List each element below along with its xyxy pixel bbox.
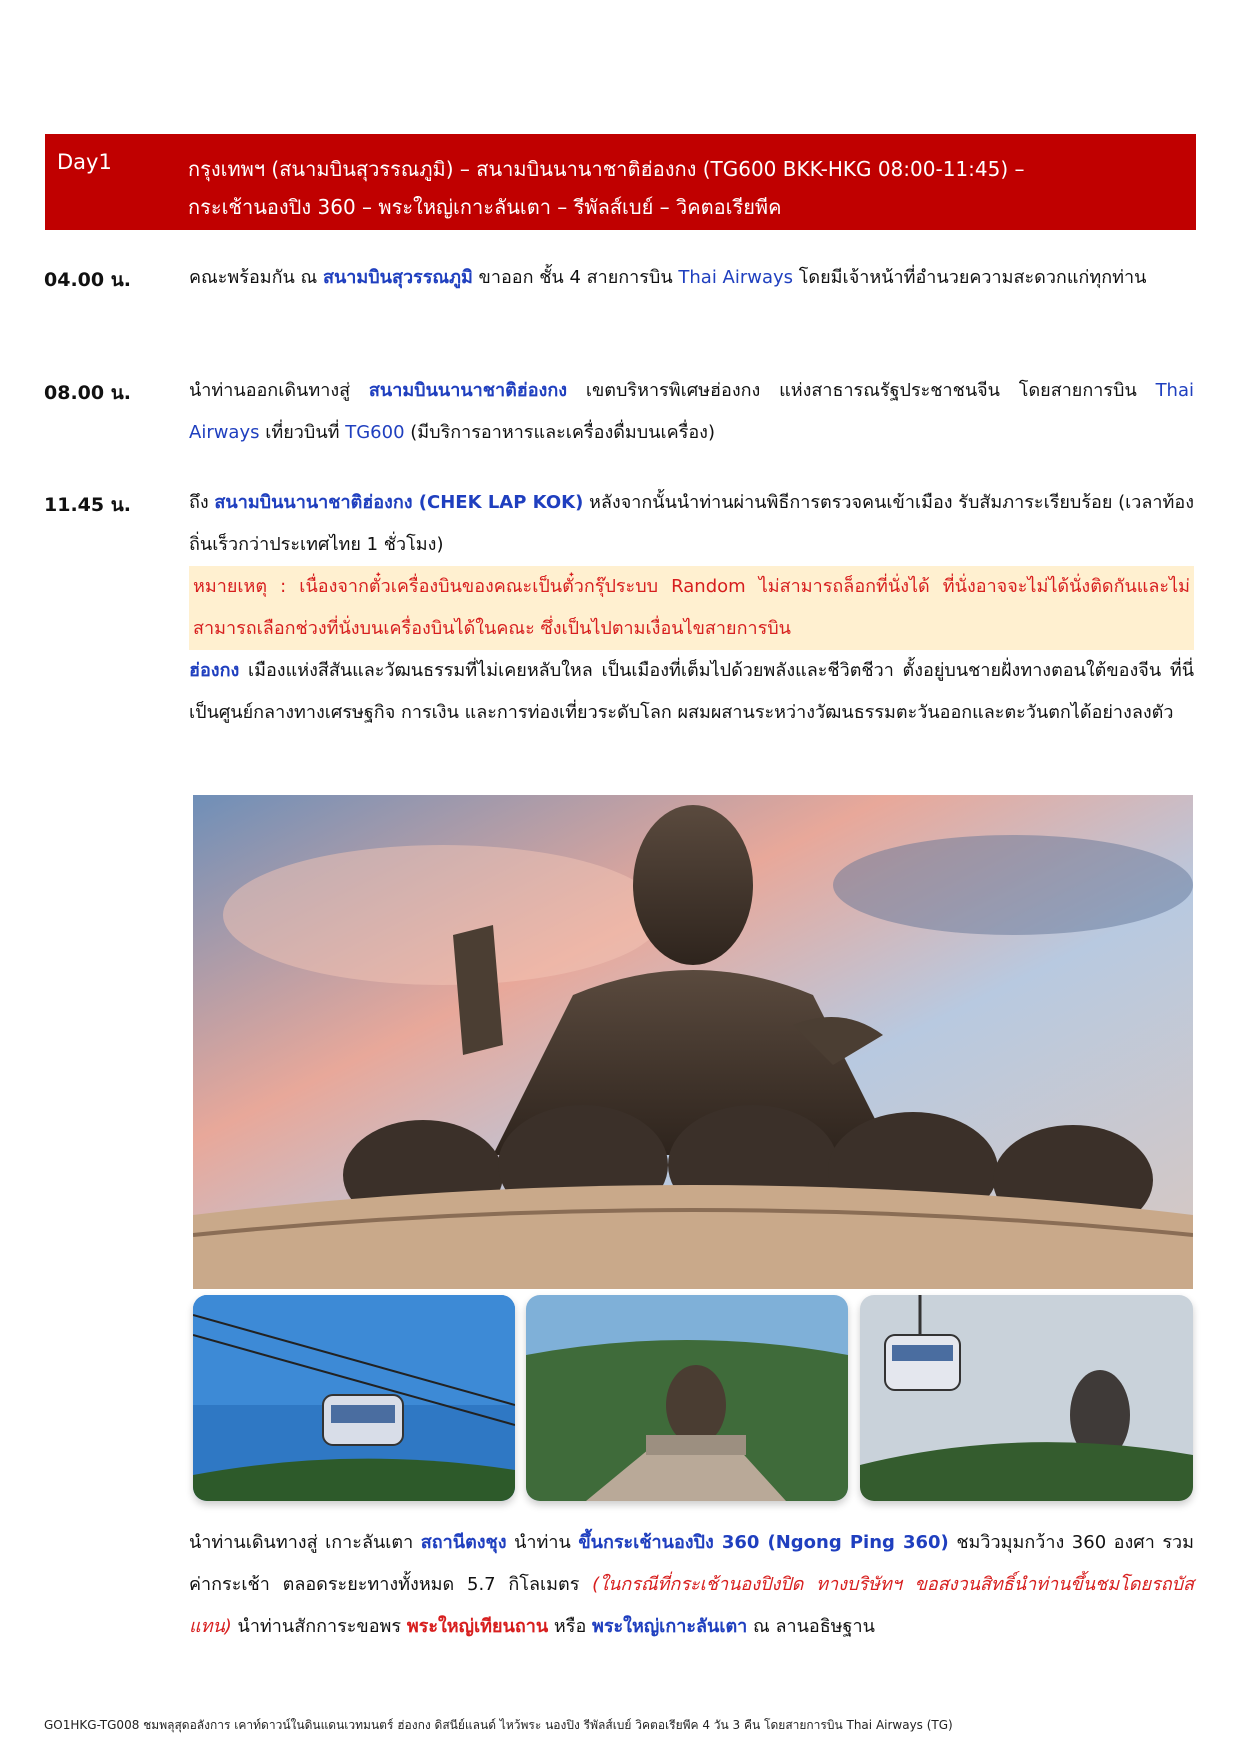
paragraph-lantau: นำท่านเดินทางสู่ เกาะลันเตา สถานีตงชุง นำท่าน ขึ้นกระเช้านองปิง 360 (Ngong Ping 360) ชมวิวมุมกว้าง 360 องศา รวมค่ากระเช้า ตลอดระยะทางทั้งหมด 5.7 กิโลเมตร (ในกรณีที่กระเช้านองปิงปิด ทางบริษัทฯ ขอสงวนสิทธิ์นำท่านขึ้นชมโดยรถบัสแทน) นำท่านสักการะขอพร พระใหญ่เทียนถาน หรือ พระใหญ่เกาะลันเตา ณ ลานอธิษฐาน — [189, 1532, 1195, 1637]
highlight-tung-chung: สถานีตงชุง — [420, 1532, 507, 1553]
time-1145: 11.45 น. — [44, 494, 131, 516]
route-title — [188, 150, 1188, 226]
highlight-airline: Thai Airways — [678, 267, 794, 288]
highlight-airport: สนามบินนานาชาติฮ่องกง — [368, 380, 568, 401]
paragraph-1145: ถึง สนามบินนานาชาติฮ่องกง (CHEK LAP KOK) หลังจากนั้นนำท่านผ่านพิธีการตรวจคนเข้าเมือง รับสัมภาระเรียบร้อย (เวลาท้องถิ่นเร็วกว่าประเทศไทย 1 ชั่วโมง) หมายเหตุ : เนื่องจากตั๋วเครื่องบินของคณะเป็นตั๋วกรุ๊ประบบ Random ไม่สามารถล็อกที่นั่งได้ ที่นั่งอาจจะไม่ได้นั่งติดกันและไม่สามารถเลือกช่วงที่นั่งบนเครื่องบินได้ในคณะ ซึ่งเป็นไปตามเงื่อนไขสายการบิน ฮ่องกง เมืองแห่งสีสันและวัฒนธรรมที่ไม่เคยหลับใหล เป็นเมืองที่เต็มไปด้วยพลังและชีวิตชีวา ตั้งอยู่บนชายฝั่งทางตอนใต้ของจีน ที่นี่เป็นศูนย์กลางทางเศรษฐกิจ การเงิน และการท่องเที่ยวระดับโลก ผสมผสานระหว่างวัฒนธรรมตะวันออกและตะวันตกได้อย่างลงตัว — [189, 492, 1194, 723]
day-label: Day1 — [57, 150, 112, 174]
highlight-hongkong: ฮ่องกง — [189, 660, 240, 681]
paragraph-0400: คณะพร้อมกัน ณ สนามบินสุวรรณภูมิ ขาออก ชั้น 4 สายการบิน Thai Airways โดยมีเจ้าหน้าที่อำนวยความสะดวกแก่ทุกท่าน — [189, 267, 1147, 288]
big-buddha-photo — [193, 795, 1193, 1289]
time-0800: 08.00 น. — [44, 382, 131, 404]
cable-car-photo — [193, 1295, 515, 1501]
route-line-1: กรุงเทพฯ (สนามบินสุวรรณภูมิ) – สนามบินนานาชาติฮ่องกง (TG600 BKK-HKG 08:00-11:45) – — [188, 157, 1025, 181]
highlight-airline: Thai Airways — [189, 380, 1194, 443]
highlight-lantau-buddha: พระใหญ่เกาะลันเตา — [591, 1616, 748, 1637]
highlight-flight: TG600 — [345, 422, 405, 443]
page-footer: GO1HKG-TG008 ชมพลุสุดอลังการ เคาท์ดาวน์ในดินแดนเวทมนตร์ ฮ่องกง ดิสนีย์แลนด์ ไหว้พระ นองปิง รีพัลส์เบย์ วิคตอเรียพีค 4 วัน 3 คืน โดยสายการบิน Thai Airways (TG) — [44, 1718, 953, 1732]
cable-car-notice: (ในกรณีที่กระเช้านองปิงปิด ทางบริษัทฯ ขอสงวนสิทธิ์นำท่านขึ้นชมโดยรถบัสแทน) — [189, 1574, 1195, 1637]
route-line-2: กระเช้านองปิง 360 – พระใหญ่เกาะลันเตา – รีพัลส์เบย์ – วิคตอเรียพีค — [188, 195, 782, 219]
highlight-airport: สนามบินสุวรรณภูมิ — [322, 267, 473, 288]
cable-car-buddha-photo — [860, 1295, 1193, 1501]
highlight-airport: สนามบินนานาชาติฮ่องกง (CHEK LAP KOK) — [214, 492, 584, 513]
time-0400: 04.00 น. — [44, 269, 131, 291]
highlight-ngong-ping: ขึ้นกระเช้านองปิง 360 (Ngong Ping 360) — [578, 1532, 949, 1553]
highlight-tian-tan-buddha: พระใหญ่เทียนถาน — [406, 1616, 549, 1637]
seat-notice: หมายเหตุ : เนื่องจากตั๋วเครื่องบินของคณะเป็นตั๋วกรุ๊ประบบ Random ไม่สามารถล็อกที่นั่งได้ ที่นั่งอาจจะไม่ได้นั่งติดกันและไม่สามารถเลือกช่วงที่นั่งบนเครื่องบินได้ในคณะ ซึ่งเป็นไปตามเงื่อนไขสายการบิน — [189, 566, 1194, 650]
paragraph-0800: นำท่านออกเดินทางสู่ สนามบินนานาชาติฮ่องกง เขตบริหารพิเศษฮ่องกง แห่งสาธารณรัฐประชาชนจีน โดยสายการบิน Thai Airways เที่ยวบินที่ TG600 (มีบริการอาหารและเครื่องดื่มบนเครื่อง) — [189, 380, 1194, 443]
buddha-aerial-photo — [526, 1295, 848, 1501]
day-header — [45, 134, 1196, 230]
